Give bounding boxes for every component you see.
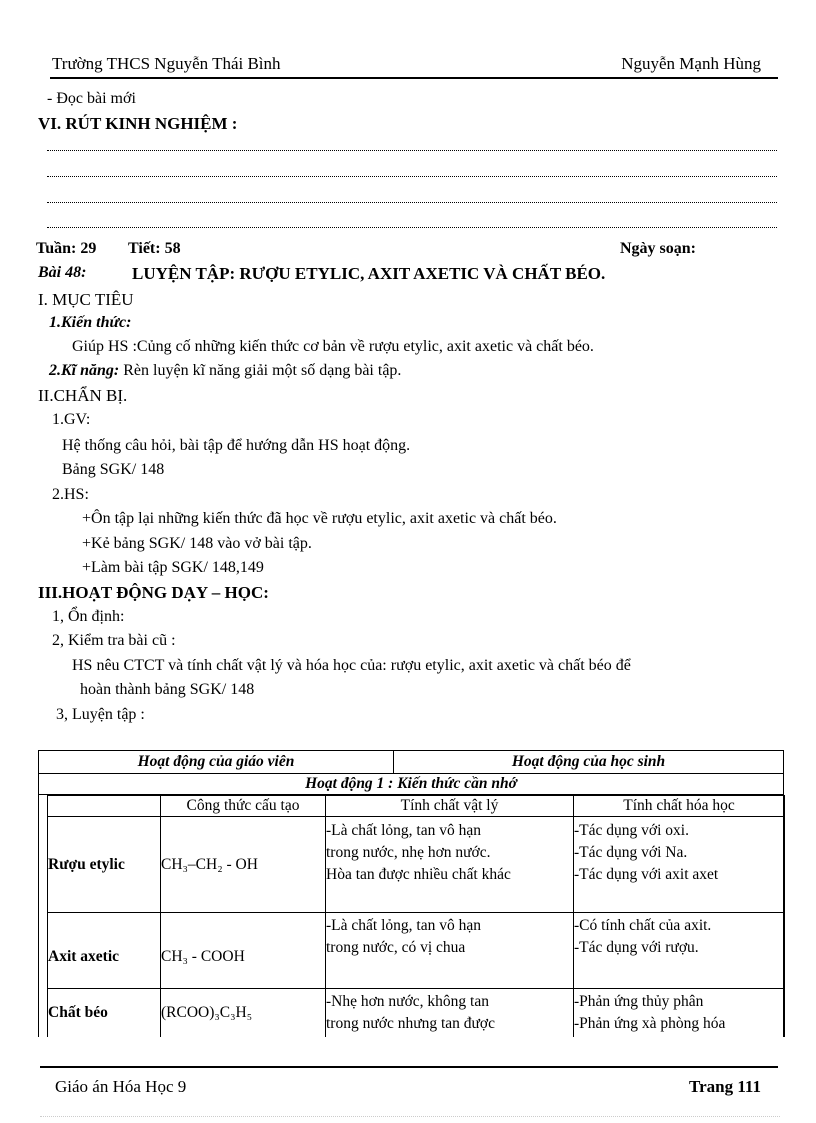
property-line: -Nhẹ hơn nước, không tan xyxy=(326,993,489,1010)
hs-item: +Kẻ bảng SGK/ 148 vào vở bài tập. xyxy=(82,535,312,552)
col-student-header: Hoạt động của học sinh xyxy=(394,751,784,774)
property-line: trong nước nhưng tan được xyxy=(326,1015,496,1032)
period: Tiết: 58 xyxy=(128,240,181,257)
property-line: -Là chất lỏng, tan vô hạn xyxy=(326,917,481,934)
sub-header-chemical: Tính chất hóa học xyxy=(574,796,785,817)
gv-item: Bảng SGK/ 148 xyxy=(62,461,165,478)
step-check-text: HS nêu CTCT và tính chất vật lý và hóa học của: rượu etylic, axit axetic và chất béo để xyxy=(72,657,631,674)
compound-formula: CH₃ - COOH xyxy=(161,913,326,989)
sub-header-physical: Tính chất vật lý xyxy=(326,796,574,817)
objectives-heading: I. MỤC TIÊU xyxy=(38,290,134,309)
page-number: Trang 111 xyxy=(689,1077,761,1096)
footer-title: Giáo án Hóa Học 9 xyxy=(55,1077,187,1096)
hs-label: 2.HS: xyxy=(52,486,89,503)
table-row xyxy=(48,913,785,989)
dotted-line xyxy=(47,202,777,203)
dotted-line xyxy=(47,227,777,228)
table-row xyxy=(48,989,785,1037)
physical-properties xyxy=(326,817,574,913)
property-line: -Phản ứng xà phòng hóa xyxy=(574,1015,726,1032)
knowledge-label: 1.Kiến thức: xyxy=(49,314,132,331)
dotted-line xyxy=(47,150,777,151)
step-check-old: 2, Kiểm tra bài cũ : xyxy=(52,632,176,649)
property-line: trong nước, nhẹ hơn nước. xyxy=(326,844,491,861)
step-stabilize: 1, Ổn định: xyxy=(52,608,125,625)
sub-header-empty xyxy=(48,796,161,817)
activity-table xyxy=(38,750,784,1037)
prep-heading: II.CHẨN BỊ. xyxy=(38,386,128,405)
compound-name: Axit axetic xyxy=(48,913,161,989)
property-line: -Tác dụng với oxi. xyxy=(574,822,689,839)
lesson-title: LUYỆN TẬP: RƯỢU ETYLIC, AXIT AXETIC VÀ CHẤT BÉO. xyxy=(132,264,606,283)
footer-divider xyxy=(40,1066,778,1068)
dotted-line xyxy=(47,176,777,177)
knowledge-table-wrap xyxy=(39,795,784,1037)
compound-formula: (RCOO)₃C₃H₅ xyxy=(161,989,326,1037)
property-line: -Tác dụng với rượu. xyxy=(574,939,699,956)
read-new-lesson: - Đọc bài mới xyxy=(47,90,136,107)
property-line: -Phản ứng thủy phân xyxy=(574,993,704,1010)
header-divider xyxy=(50,77,778,79)
property-line: trong nước, có vị chua xyxy=(326,939,466,956)
footer-dotted-line xyxy=(40,1116,780,1117)
property-line: -Tác dụng với axit axet xyxy=(574,866,719,883)
col-teacher-header: Hoạt động của giáo viên xyxy=(39,751,394,774)
property-line: Hòa tan được nhiều chất khác xyxy=(326,866,511,883)
skill-line xyxy=(49,362,401,380)
gv-item: Hệ thống câu hỏi, bài tập để hướng dẫn HS hoạt động. xyxy=(62,437,411,454)
knowledge-table xyxy=(47,795,785,1037)
compound-name: Rượu etylic xyxy=(48,817,161,913)
header-teacher: Nguyễn Mạnh Hùng xyxy=(621,54,761,73)
activities-heading: III.HOẠT ĐỘNG DẠY – HỌC: xyxy=(38,583,269,602)
activity-1-header: Hoạt động 1 : Kiến thức cần nhớ xyxy=(39,774,784,795)
physical-properties xyxy=(326,989,574,1037)
hs-item: +Làm bài tập SGK/ 148,149 xyxy=(82,559,264,576)
step-check-text: hoàn thành bảng SGK/ 148 xyxy=(80,681,255,698)
chemical-properties xyxy=(574,913,785,989)
property-line: -Tác dụng với Na. xyxy=(574,844,688,861)
compound-formula: CH₃–CH₂ - OH xyxy=(161,817,326,913)
chemical-properties xyxy=(574,989,785,1037)
property-line: -Có tính chất của axit. xyxy=(574,917,712,934)
chemical-properties xyxy=(574,817,785,913)
sub-header-formula: Công thức cấu tạo xyxy=(161,796,326,817)
compound-name: Chất béo xyxy=(48,989,161,1037)
lesson-number: Bài 48: xyxy=(38,264,87,281)
header-school: Trường THCS Nguyễn Thái Bình xyxy=(52,54,281,73)
table-row xyxy=(48,817,785,913)
hs-item: +Ôn tập lại những kiến thức đã học về rượu etylic, axit axetic và chất béo. xyxy=(82,510,557,527)
experience-heading: VI. RÚT KINH NGHIỆM : xyxy=(38,114,238,133)
step-practice: 3, Luyện tập : xyxy=(56,706,145,723)
date-prepared: Ngày soạn: xyxy=(620,240,697,257)
skill-text: Rèn luyện kĩ năng giải một số dạng bài tập. xyxy=(119,362,402,379)
week: Tuần: 29 xyxy=(36,240,97,257)
skill-label: 2.Kĩ năng: xyxy=(49,362,120,379)
property-line: -Là chất lỏng, tan vô hạn xyxy=(326,822,481,839)
physical-properties xyxy=(326,913,574,989)
gv-label: 1.GV: xyxy=(52,411,91,428)
knowledge-text: Giúp HS :Củng cố những kiến thức cơ bản về rượu etylic, axit axetic và chất béo. xyxy=(72,338,594,355)
